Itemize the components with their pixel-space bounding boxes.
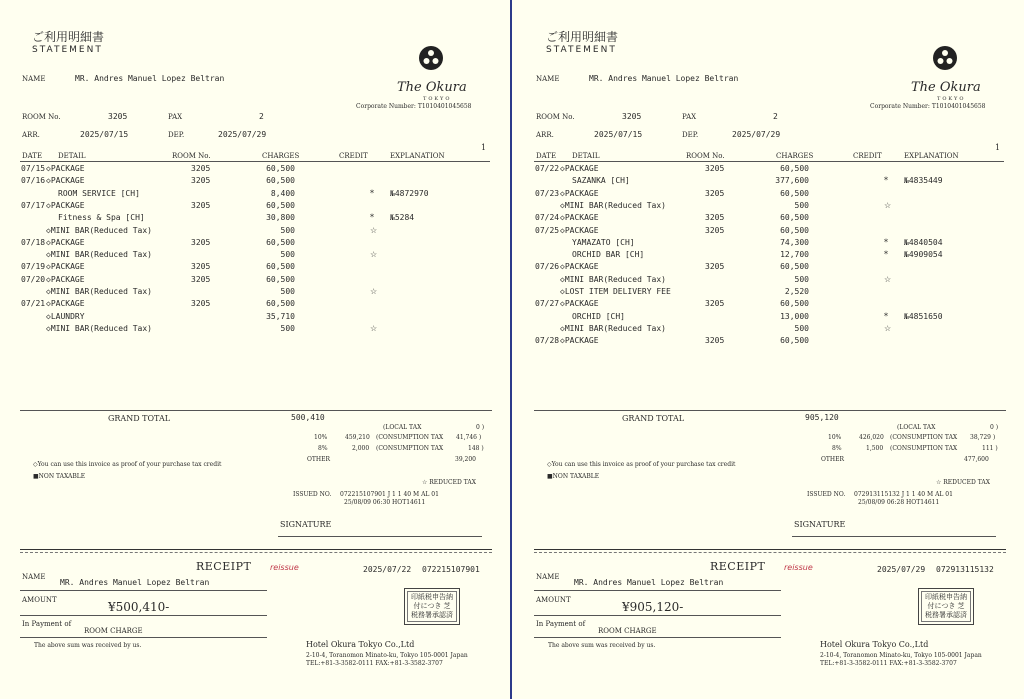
row-detail: ◇PACKAGE xyxy=(46,299,85,309)
row-detail: ◇PACKAGE xyxy=(560,213,599,223)
row-detail: ◇MINI BAR(Reduced Tax) xyxy=(560,200,666,210)
row-credit: ☆ xyxy=(370,250,378,260)
invoice-note: ◇You can use this invoice as proof of your purchase tax credit xyxy=(33,461,222,468)
arr-date: 2025/07/15 xyxy=(80,130,129,139)
row-date: 07/25 xyxy=(535,225,560,235)
hotel-address: 2-10-4, Toranomon Minato-ku, Tokyo 105-0001 Japan xyxy=(306,652,468,659)
receipt-number: 072913115132 xyxy=(936,565,994,574)
row-room: 3205 xyxy=(191,237,211,247)
payment-line xyxy=(534,637,781,638)
row-room: 3205 xyxy=(191,299,211,309)
row-credit: ☆ xyxy=(884,323,892,333)
row-room: 3205 xyxy=(191,200,211,210)
col-credit: CREDIT xyxy=(853,152,882,160)
tax8-rate: 8% xyxy=(318,445,328,452)
row-charges: 60,500 xyxy=(266,164,295,173)
row-date: 07/18 xyxy=(21,237,46,247)
arr-label: ARR. xyxy=(536,131,554,139)
row-charges: 377,600 xyxy=(775,176,809,186)
row-detail: ◇MINI BAR(Reduced Tax) xyxy=(560,323,666,333)
non-taxable-note: ■NON TAXABLE xyxy=(547,473,600,480)
receipt-dash-rule xyxy=(20,552,492,553)
row-detail: ◇PACKAGE xyxy=(46,237,85,247)
row-date: 07/24 xyxy=(535,213,560,223)
row-charges: 500 xyxy=(280,250,295,260)
row-charges: 60,500 xyxy=(266,237,295,247)
invoice-note: ◇You can use this invoice as proof of your purchase tax credit xyxy=(547,461,736,468)
grand-total-value: 500,410 xyxy=(291,413,325,422)
row-detail: ◇PACKAGE xyxy=(46,200,85,210)
row-date: 07/20 xyxy=(21,274,46,284)
statement-title-en: STATEMENT xyxy=(546,45,617,55)
local-tax-label: (LOCAL TAX xyxy=(897,424,936,431)
local-tax-value: 0 ) xyxy=(476,424,485,431)
brand-name: The Okura xyxy=(397,80,467,95)
row-date: 07/26 xyxy=(535,262,560,272)
statement-title-jp: ご利用明細書 xyxy=(32,30,105,44)
row-charges: 2,520 xyxy=(784,287,809,296)
receipt-name-line xyxy=(20,590,267,591)
payment-value: ROOM CHARGE xyxy=(598,627,657,635)
receipt-title: RECEIPT xyxy=(196,560,252,573)
reduced-tax-note: ☆ REDUCED TAX xyxy=(936,479,991,486)
other-label: OTHER xyxy=(307,456,331,463)
row-charges: 8,400 xyxy=(270,188,295,198)
tax10-value: 38,729 ) xyxy=(970,434,996,441)
row-charges: 60,500 xyxy=(266,176,295,186)
reduced-tax-note: ☆ REDUCED TAX xyxy=(422,479,477,486)
signature-label: SIGNATURE xyxy=(280,520,332,529)
payment-value: ROOM CHARGE xyxy=(84,627,143,635)
name-label: NAME xyxy=(22,75,46,83)
tax10-label: (CONSUMPTION TAX xyxy=(376,434,444,441)
row-charges: 12,700 xyxy=(780,250,809,260)
row-charges: 60,500 xyxy=(780,225,809,235)
row-detail: ◇MINI BAR(Reduced Tax) xyxy=(46,225,152,235)
pax-value: 2 xyxy=(259,112,264,121)
payment-label: In Payment of xyxy=(22,620,72,628)
dep-label: DEP. xyxy=(682,131,699,139)
receipt-dash-rule xyxy=(534,552,1006,553)
tax8-label: (CONSUMPTION TAX xyxy=(890,445,958,452)
row-room: 3205 xyxy=(705,164,725,173)
issued-label: ISSUED NO. xyxy=(293,491,332,498)
corporate-number: Corporate Number: T1010401045658 xyxy=(870,103,986,110)
row-date: 07/17 xyxy=(21,200,46,210)
row-charges: 60,500 xyxy=(780,299,809,309)
row-charges: 500 xyxy=(794,323,809,333)
row-credit: * xyxy=(370,188,374,198)
row-credit: ☆ xyxy=(370,225,378,235)
row-detail: ◇PACKAGE xyxy=(560,299,599,309)
row-date: 07/22 xyxy=(535,164,560,173)
row-charges: 60,500 xyxy=(780,336,809,346)
col-detail: DETAIL xyxy=(58,152,86,160)
dep-label: DEP. xyxy=(168,131,185,139)
dep-date: 2025/07/29 xyxy=(218,130,267,139)
row-detail: ◇LAUNDRY xyxy=(46,311,85,321)
row-credit: * xyxy=(370,213,374,223)
grand-total-value: 905,120 xyxy=(805,413,839,422)
issued-line-2: 25/08/09 06:30 HOT14611 xyxy=(344,499,426,506)
tax8-value: 148 ) xyxy=(468,445,484,452)
tax10-base: 459,210 xyxy=(345,434,370,441)
row-charges: 30,800 xyxy=(266,213,295,223)
tax10-label: (CONSUMPTION TAX xyxy=(890,434,958,441)
brand-sub: TOKYO xyxy=(423,96,452,102)
col-room: ROOM No. xyxy=(686,152,725,160)
receipt-amount-label: AMOUNT xyxy=(22,596,57,604)
corporate-number: Corporate Number: T1010401045658 xyxy=(356,103,472,110)
issued-label: ISSUED NO. xyxy=(807,491,846,498)
hotel-name: Hotel Okura Tokyo Co.,Ltd xyxy=(820,640,929,649)
row-room: 3205 xyxy=(705,225,725,235)
statement-title-jp: ご利用明細書 xyxy=(546,30,619,44)
row-date: 07/27 xyxy=(535,299,560,309)
issued-line-2: 25/08/09 06:28 HOT14611 xyxy=(858,499,940,506)
receipt-name-label: NAME xyxy=(22,573,46,581)
receipt-name-line xyxy=(534,590,781,591)
okura-logo-icon xyxy=(932,45,958,71)
row-detail: ◇PACKAGE xyxy=(46,274,85,284)
arr-date: 2025/07/15 xyxy=(594,130,643,139)
row-detail: ◇PACKAGE xyxy=(46,164,85,173)
page-number: 1 xyxy=(481,143,487,152)
row-explanation: №4835449 xyxy=(904,176,943,186)
received-note: The above sum was received by us. xyxy=(548,642,656,649)
receipt-date: 2025/07/22 xyxy=(363,565,412,574)
row-charges: 60,500 xyxy=(780,262,809,272)
grand-total-label: GRAND TOTAL xyxy=(108,414,171,423)
receipt-amount-line xyxy=(20,615,267,616)
row-charges: 500 xyxy=(280,323,295,333)
row-charges: 60,500 xyxy=(780,213,809,223)
row-credit: * xyxy=(884,311,888,321)
row-date: 07/28 xyxy=(535,336,560,346)
col-date: DATE xyxy=(22,152,43,160)
row-detail: ORCHID [CH] xyxy=(572,311,625,321)
row-charges: 500 xyxy=(280,225,295,235)
receipt-title: RECEIPT xyxy=(710,560,766,573)
row-detail: ◇PACKAGE xyxy=(560,188,599,198)
row-charges: 60,500 xyxy=(266,274,295,284)
row-charges: 74,300 xyxy=(780,237,809,247)
row-detail: ◇MINI BAR(Reduced Tax) xyxy=(46,287,152,296)
receipt-top-rule xyxy=(20,549,492,550)
pax-label: PAX xyxy=(168,113,183,121)
tax10-rate: 10% xyxy=(314,434,328,441)
other-value: 477,600 xyxy=(964,456,989,463)
row-detail: YAMAZATO [CH] xyxy=(572,237,635,247)
row-date: 07/19 xyxy=(21,262,46,272)
row-explanation: №4909054 xyxy=(904,250,943,260)
tax8-base: 2,000 xyxy=(352,445,370,452)
row-charges: 60,500 xyxy=(266,299,295,309)
receipt-amount: ¥500,410- xyxy=(108,600,170,614)
pax-value: 2 xyxy=(773,112,778,121)
row-credit: ☆ xyxy=(370,287,378,296)
grand-total-label: GRAND TOTAL xyxy=(622,414,685,423)
row-room: 3205 xyxy=(705,213,725,223)
row-charges: 60,500 xyxy=(266,200,295,210)
signature-label: SIGNATURE xyxy=(794,520,846,529)
row-detail: ORCHID BAR [CH] xyxy=(572,250,645,260)
reissue-mark: reissue xyxy=(784,563,813,572)
receipt-amount: ¥905,120- xyxy=(622,600,684,614)
row-date: 07/15 xyxy=(21,164,46,173)
row-detail: ◇PACKAGE xyxy=(560,336,599,346)
row-credit: ☆ xyxy=(370,323,378,333)
row-detail: ◇PACKAGE xyxy=(560,225,599,235)
tax8-value: 111 ) xyxy=(982,445,998,452)
row-detail: ◇PACKAGE xyxy=(560,262,599,272)
row-charges: 500 xyxy=(794,200,809,210)
row-room: 3205 xyxy=(191,274,211,284)
row-charges: 60,500 xyxy=(780,188,809,198)
dep-date: 2025/07/29 xyxy=(732,130,781,139)
receipt-date: 2025/07/29 xyxy=(877,565,926,574)
revenue-stamp: 印紙税申告納 付につき 芝 税務署承認済 xyxy=(918,588,974,625)
issued-line-1: 072913115132 J 1 1 40 M AL 01 xyxy=(854,491,953,498)
row-explanation: №4840504 xyxy=(904,237,943,247)
tax8-base: 1,500 xyxy=(866,445,884,452)
row-room: 3205 xyxy=(705,188,725,198)
total-rule xyxy=(534,410,1006,411)
hotel-name: Hotel Okura Tokyo Co.,Ltd xyxy=(306,640,415,649)
tax10-rate: 10% xyxy=(828,434,842,441)
brand-sub: TOKYO xyxy=(937,96,966,102)
revenue-stamp: 印紙税申告納 付につき 芝 税務署承認済 xyxy=(404,588,460,625)
row-detail: ◇PACKAGE xyxy=(46,262,85,272)
row-explanation: №4851650 xyxy=(904,311,943,321)
row-credit: ☆ xyxy=(884,200,892,210)
receipt-name: MR. Andres Manuel Lopez Beltran xyxy=(574,578,724,587)
total-rule xyxy=(20,410,492,411)
page-divider xyxy=(510,0,512,699)
tax8-label: (CONSUMPTION TAX xyxy=(376,445,444,452)
row-charges: 500 xyxy=(280,287,295,296)
row-room: 3205 xyxy=(705,299,725,309)
arr-label: ARR. xyxy=(22,131,40,139)
row-date: 07/21 xyxy=(21,299,46,309)
tax10-base: 426,020 xyxy=(859,434,884,441)
hotel-address: 2-10-4, Toranomon Minato-ku, Tokyo 105-0001 Japan xyxy=(820,652,982,659)
col-charges: CHARGES xyxy=(262,152,300,160)
row-explanation: №4872970 xyxy=(390,188,429,198)
pax-label: PAX xyxy=(682,113,697,121)
room-number: 3205 xyxy=(108,112,128,121)
row-explanation: №5284 xyxy=(390,213,415,223)
col-detail: DETAIL xyxy=(572,152,600,160)
page-number: 1 xyxy=(995,143,1001,152)
received-note: The above sum was received by us. xyxy=(34,642,142,649)
receipt-number: 072215107901 xyxy=(422,565,480,574)
row-credit: ☆ xyxy=(884,274,892,284)
row-charges: 500 xyxy=(794,274,809,284)
row-detail: ◇MINI BAR(Reduced Tax) xyxy=(46,323,152,333)
receipt-name-label: NAME xyxy=(536,573,560,581)
row-charges: 35,710 xyxy=(266,311,295,321)
issued-line-1: 072215107901 J 1 1 40 M AL 01 xyxy=(340,491,439,498)
tax10-value: 41,746 ) xyxy=(456,434,482,441)
row-detail: SAZANKA [CH] xyxy=(572,176,630,186)
row-room: 3205 xyxy=(191,164,211,173)
signature-line xyxy=(278,536,482,537)
receipt-amount-label: AMOUNT xyxy=(536,596,571,604)
hotel-tel: TEL:+81-3-3582-0111 FAX:+81-3-3582-3707 xyxy=(820,660,957,667)
name-label: NAME xyxy=(536,75,560,83)
statement-title-en: STATEMENT xyxy=(32,45,103,55)
row-detail: ◇PACKAGE xyxy=(560,164,599,173)
row-room: 3205 xyxy=(705,262,725,272)
payment-line xyxy=(20,637,267,638)
row-charges: 60,500 xyxy=(780,164,809,173)
row-charges: 13,000 xyxy=(780,311,809,321)
col-date: DATE xyxy=(536,152,557,160)
room-label: ROOM No. xyxy=(536,113,575,121)
row-detail: ◇MINI BAR(Reduced Tax) xyxy=(46,250,152,260)
guest-name: MR. Andres Manuel Lopez Beltran xyxy=(589,74,739,83)
row-charges: 60,500 xyxy=(266,262,295,272)
local-tax-label: (LOCAL TAX xyxy=(383,424,422,431)
row-date: 07/23 xyxy=(535,188,560,198)
row-detail: Fitness & Spa [CH] xyxy=(58,213,145,223)
row-room: 3205 xyxy=(191,262,211,272)
col-explanation: EXPLANATION xyxy=(904,152,959,160)
statement-page-2 xyxy=(514,0,1024,699)
receipt-top-rule xyxy=(534,549,1006,550)
guest-name: MR. Andres Manuel Lopez Beltran xyxy=(75,74,225,83)
other-label: OTHER xyxy=(821,456,845,463)
statement-page-1 xyxy=(0,0,510,699)
row-detail: ◇PACKAGE xyxy=(46,176,85,186)
row-room: 3205 xyxy=(191,176,211,186)
row-room: 3205 xyxy=(705,336,725,346)
signature-line xyxy=(792,536,996,537)
payment-label: In Payment of xyxy=(536,620,586,628)
other-value: 39,200 xyxy=(455,456,476,463)
row-credit: * xyxy=(884,250,888,260)
row-detail: ◇LOST ITEM DELIVERY FEE xyxy=(560,287,671,296)
row-detail: ◇MINI BAR(Reduced Tax) xyxy=(560,274,666,284)
header-rule xyxy=(20,161,490,162)
row-credit: * xyxy=(884,237,888,247)
room-number: 3205 xyxy=(622,112,642,121)
col-credit: CREDIT xyxy=(339,152,368,160)
row-credit: * xyxy=(884,176,888,186)
reissue-mark: reissue xyxy=(270,563,299,572)
header-rule xyxy=(534,161,1004,162)
col-room: ROOM No. xyxy=(172,152,211,160)
receipt-name: MR. Andres Manuel Lopez Beltran xyxy=(60,578,210,587)
local-tax-value: 0 ) xyxy=(990,424,999,431)
row-date: 07/16 xyxy=(21,176,46,186)
okura-logo-icon xyxy=(418,45,444,71)
receipt-amount-line xyxy=(534,615,781,616)
hotel-tel: TEL:+81-3-3582-0111 FAX:+81-3-3582-3707 xyxy=(306,660,443,667)
col-explanation: EXPLANATION xyxy=(390,152,445,160)
tax8-rate: 8% xyxy=(832,445,842,452)
non-taxable-note: ■NON TAXABLE xyxy=(33,473,86,480)
col-charges: CHARGES xyxy=(776,152,814,160)
brand-name: The Okura xyxy=(911,80,981,95)
room-label: ROOM No. xyxy=(22,113,61,121)
row-detail: ROOM SERVICE [CH] xyxy=(58,188,140,198)
